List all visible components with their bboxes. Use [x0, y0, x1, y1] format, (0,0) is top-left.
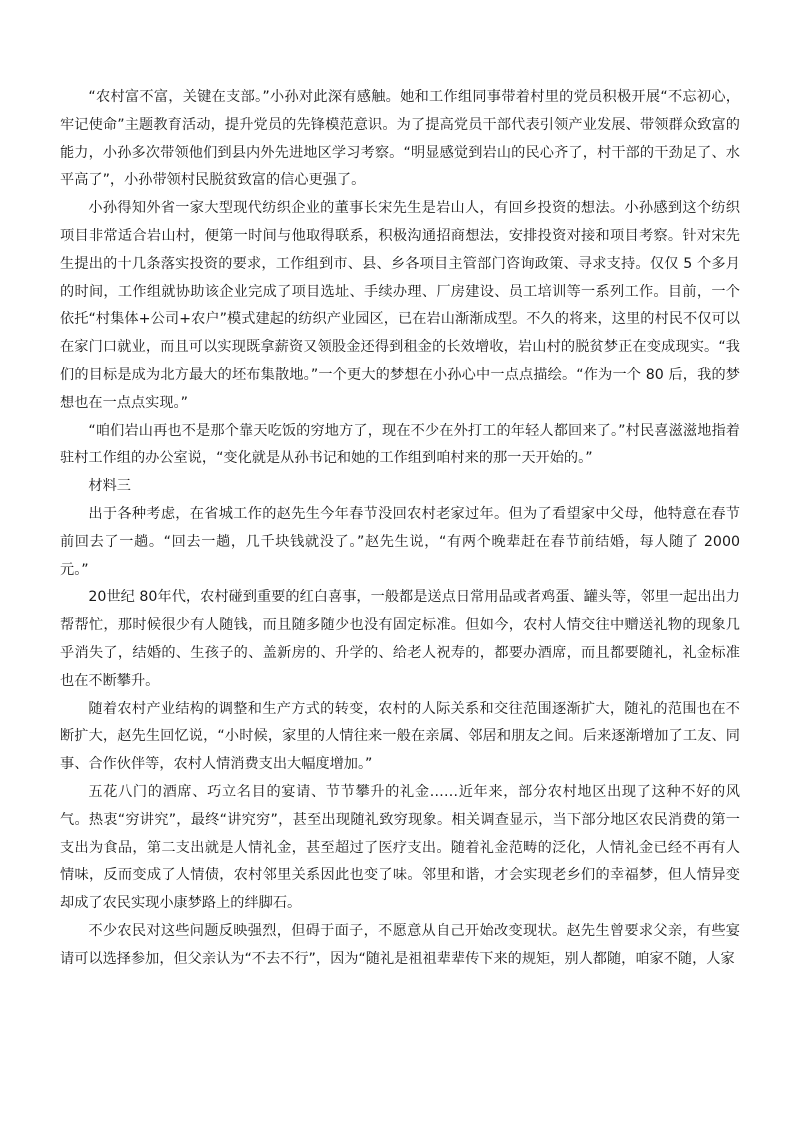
article-body [60, 84, 740, 974]
paragraph-1980s-customs: 20世纪 80年代，农村碰到重要的红白喜事，一般都是送点日常用品或者鸡蛋、罐头等，邻里一起出出力帮帮忙，那时候很少有人随钱，而且随多随少也没有固定标准。但如今，农村人情交往中赠送礼物的现象几乎消失了，结婚的、生孩子的、盖新房的、升学的、给老人祝寿的，都要办酒席，而且都要随礼，礼金标准也在不断攀升。 [60, 589, 740, 689]
paragraph-villager-quote: “咱们岩山再也不是那个靠天吃饭的穷地方了，现在不少在外打工的年轻人都回来了。”村民喜滋滋地指着驻村工作组的办公室说，“变化就是从孙书记和她的工作组到咱村来的那一天开始的。” [60, 422, 740, 467]
paragraph-spring-festival: 出于各种考虑，在省城工作的赵先生今年春节没回农村老家过年。但为了看望家中父母，他特意在春节前回去了一趟。“回去一趟，几千块钱就没了。”赵先生说，“有两个晚辈赶在春节前结婚，每人随了 2000元。” [60, 505, 740, 578]
paragraph-bad-trend: 五花八门的酒席、巧立名目的宴请、节节攀升的礼金……近年来，部分农村地区出现了这种不好的风气。热衷“穷讲究”，最终“讲究穷”，甚至出现随礼致穷现象。相关调查显示，当下部分地区农民消费的第一支出为食品，第二支出就是人情礼金，甚至超过了医疗支出。随着礼金范畴的泛化，人情礼金已经不再有人情味，反而变成了人情债，农村邻里关系因此也变了味。邻里和谐，才会实现老乡们的幸福梦，但人情异变却成了农民实现小康梦路上的绊脚石。 [60, 783, 740, 912]
paragraph-textile-project: 小孙得知外省一家大型现代纺织企业的董事长宋先生是岩山人，有回乡投资的想法。小孙感到这个纺织项目非常适合岩山村，便第一时间与他取得联系，积极沟通招商想法，安排投资对接和项目考察。针对宋先生提出的十几条落实投资的要求，工作组到市、县、乡各项目主管部门咨询政策、寻求支持。仅仅 5 个多月的时间，工作组就协助该企业完成了项目选址、手续办理、厂房建设、员工培训等一系列工作。目前，一个依托“村集体+公司+农户”模式建起的纺织产业园区，已在岩山渐渐成型。不久的将来，这里的村民不仅可以在家门口就业，而且可以实现既拿薪资又领股金还得到租金的长效增收，岩山村的脱贫梦正在变成现实。“我们的目标是成为北方最大的坯布集散地。”一个更大的梦想在小孙心中一点点描绘。“作为一个 80 后，我的梦想也在一点点实现。” [60, 200, 740, 411]
paragraph-social-scope: 随着农村产业结构的调整和生产方式的转变，农村的人际关系和交往范围逐渐扩大，随礼的范围也在不断扩大，赵先生回忆说，“小时候，家里的人情往来一般在亲属、邻居和朋友之间。后来逐渐增加了工友、同事、合作伙伴等，农村人情消费支出大幅度增加。” [60, 700, 740, 773]
paragraph-party-branch: “农村富不富，关键在支部。”小孙对此深有感触。她和工作组同事带着村里的党员积极开展“不忘初心，牢记使命”主题教育活动，提升党员的先锋模范意识。为了提高党员干部代表引领产业发展、带领群众致富的能力，小孙多次带领他们到县内外先进地区学习考察。“明显感觉到岩山的民心齐了，村干部的干劲足了、水平高了”，小孙带领村民脱贫致富的信心更强了。 [60, 89, 740, 189]
paragraph-farmers-reaction: 不少农民对这些问题反映强烈，但碍于面子，不愿意从自己开始改变现状。赵先生曾要求父亲，有些宴请可以选择参加，但父亲认为“不去不行”，因为“随礼是祖祖辈辈传下来的规矩，别人都随，咱家不随，人家 [60, 922, 740, 967]
section-heading-material-three: 材料三 [88, 478, 131, 495]
